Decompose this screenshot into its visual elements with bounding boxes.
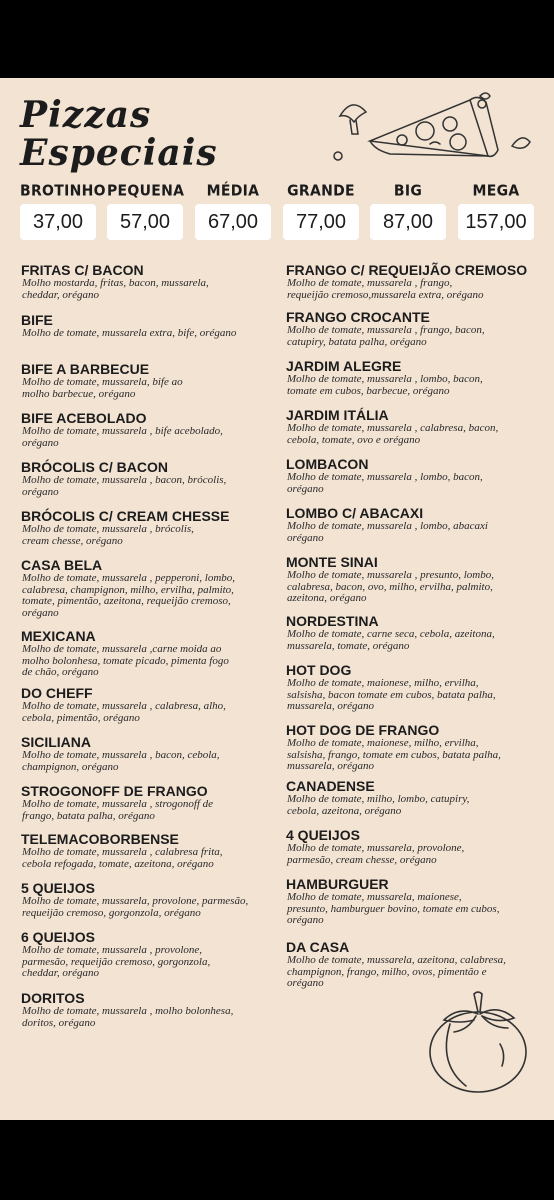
item-description-line: orégano [287, 914, 324, 926]
size-price: 57,00 [107, 204, 183, 240]
item-description-line: Molho de tomate, mussarela , presunto, lombo, [287, 569, 494, 581]
item-description-line: azeitona, orégano [287, 592, 367, 604]
menu-item [21, 685, 281, 724]
item-description-line: Molho de tomate, mussarela , pepperoni, lombo, [22, 572, 236, 584]
item-description-line: Molho de tomate, mussarela , calabresa frita, [22, 846, 223, 858]
menu-item [21, 990, 281, 1029]
item-name: TELEMACOBORBENSE [21, 831, 179, 847]
item-description-line: de chão, orégano [22, 666, 99, 678]
menu-item [21, 312, 281, 340]
size-label: MEGA [472, 182, 520, 200]
item-description-line: cheddar, orégano [22, 967, 99, 979]
menu-item [286, 407, 546, 446]
item-description-line: Molho de tomate, milho, lombo, catupiry, [287, 793, 470, 805]
size-price: 37,00 [20, 204, 96, 240]
title-line-1: Pizzas [20, 94, 152, 136]
size-label: BROTINHO [20, 182, 106, 200]
item-description-line: mussarela, tomate, orégano [287, 639, 410, 652]
item-description-line: champignon, orégano [22, 760, 119, 773]
size-label: MÉDIA [206, 182, 260, 200]
item-description-line: cream chesse, orégano [22, 534, 123, 547]
size-media [195, 183, 271, 240]
item-description-line: cebola, tomate, ovo e orégano [287, 433, 421, 446]
item-name: HAMBURGUER [286, 876, 389, 892]
item-description-line: molho barbecue, orégano [22, 387, 136, 400]
item-description-line: Molho de tomate, carne seca, cebola, azeitona, [287, 628, 495, 640]
menu-item [286, 876, 546, 927]
size-price: 77,00 [283, 204, 359, 240]
menu-title [20, 96, 218, 172]
item-name: FRITAS C/ BACON [21, 262, 144, 278]
item-description-line: Molho de tomate, mussarela , brócolis, [22, 523, 194, 535]
item-description-line: orégano [22, 485, 59, 498]
item-description-line: salsisha, frango, tomate em cubos, batata palha, [287, 748, 501, 761]
item-description-line: Molho de tomate, mussarela , bacon, brócolis, [22, 474, 227, 486]
menu-item [21, 880, 281, 919]
menu-item [21, 361, 281, 400]
title-line-2: Especiais [20, 132, 218, 174]
item-description-line: molho bolonhesa, tomate picado, pimenta fogo [22, 654, 229, 667]
item-description-line: cebola, azeitona, orégano [287, 804, 402, 817]
item-description-line: orégano [22, 606, 59, 619]
item-description-line: frango, batata palha, orégano [22, 809, 155, 822]
item-description-line: parmesão, cream chesse, orégano [287, 853, 437, 866]
size-pequena [107, 183, 183, 240]
item-description-line: Molho de tomate, mussarela, azeitona, calabresa, [287, 954, 506, 966]
menu-item [286, 939, 546, 990]
item-name: BIFE ACEBOLADO [21, 410, 147, 426]
item-description-line: orégano [287, 482, 324, 495]
menu-item [286, 662, 546, 713]
item-description-line: orégano [287, 977, 324, 989]
item-name: DA CASA [286, 939, 350, 955]
item-description-line: requeijão cremoso, gorgonzola, orégano [22, 906, 201, 919]
item-name: FRANGO CROCANTE [286, 309, 430, 325]
tomato-sketch-icon [420, 984, 530, 1096]
item-description-line: Molho de tomate, mussarela, provolone, [287, 842, 465, 854]
menu-item [21, 410, 281, 449]
size-label: PEQUENA [107, 182, 185, 200]
item-description-line: Molho de tomate, mussarela , bife acebolado, [22, 425, 223, 437]
item-name: LOMBO C/ ABACAXI [286, 505, 424, 521]
size-price: 87,00 [370, 204, 446, 240]
item-name: JARDIM ITÁLIA [286, 407, 389, 423]
item-description-line: cebola refogada, tomate, azeitona, orégano [22, 857, 214, 870]
menu-item [286, 827, 546, 866]
item-description-line: Molho de tomate, mussarela , calabresa, alho, [22, 700, 226, 712]
item-description-line: mussarela, orégano [287, 700, 374, 712]
item-name: DORITOS [21, 990, 85, 1006]
item-description-line: Molho de tomate, mussarela extra, bife, orégano [22, 327, 237, 339]
item-description-line: parmesão, requeijão cremoso, gorgonzola, [22, 955, 211, 968]
item-name: CASA BELA [21, 557, 103, 573]
item-description-line: Molho de tomate, mussarela , strogonoff de [22, 798, 214, 810]
item-name: BRÓCOLIS C/ CREAM CHESSE [21, 508, 230, 524]
item-description-line: Molho de tomate, mussarela, maionese, [287, 891, 462, 903]
item-description-line: Molho de tomate, mussarela , molho bolonhesa, [22, 1005, 234, 1017]
menu-item [21, 831, 281, 870]
item-description-line: orégano [22, 436, 59, 449]
menu-item [21, 929, 281, 980]
item-description-line: Molho de tomate, maionese, milho, ervilha, [287, 677, 479, 689]
item-description-line: orégano [287, 531, 324, 544]
item-name: 5 QUEIJOS [21, 880, 95, 896]
item-name: BIFE A BARBECUE [21, 361, 150, 377]
size-label: BIG [393, 182, 423, 200]
item-name: HOT DOG [286, 662, 352, 678]
menu-item [21, 557, 281, 619]
item-name: FRANGO C/ REQUEIJÃO CREMOSO [286, 262, 528, 278]
size-label: GRANDE [287, 182, 355, 200]
menu-item [286, 722, 546, 773]
menu-item [286, 505, 546, 544]
item-name: STROGONOFF DE FRANGO [21, 783, 208, 799]
item-name: CANADENSE [286, 778, 375, 794]
menu-item [21, 459, 281, 498]
menu-item [21, 508, 281, 547]
item-name: SICILIANA [21, 734, 91, 750]
size-price: 157,00 [458, 204, 534, 240]
item-description-line: requeijão cremoso,mussarela extra, orégano [287, 288, 484, 301]
item-description-line: Molho de tomate, mussarela , lombo, bacon, [287, 373, 483, 385]
item-description-line: mussarela, orégano [287, 760, 374, 772]
item-name: JARDIM ALEGRE [286, 358, 402, 374]
item-name: DO CHEFF [21, 685, 93, 701]
size-grande [283, 183, 359, 240]
item-description-line: Molho de tomate, mussarela, bife ao [22, 376, 183, 388]
item-name: MEXICANA [21, 628, 96, 644]
item-description-line: Molho de tomate, mussarela , calabresa, bacon, [287, 422, 499, 434]
menu-item [286, 309, 546, 348]
item-name: BRÓCOLIS C/ BACON [21, 459, 168, 475]
item-name: HOT DOG DE FRANGO [286, 722, 440, 738]
item-description-line: catupiry, batata palha, orégano [287, 335, 427, 348]
menu-item [21, 734, 281, 773]
item-description-line: Molho de tomate, mussarela , frango, [287, 277, 453, 289]
menu-item [21, 628, 281, 679]
menu-item [286, 554, 546, 605]
item-description-line: calabresa, bacon, ovo, milho, ervilha, palmito, [287, 580, 493, 593]
item-description-line: Molho de tomate, mussarela, provolone, parmesão, [22, 895, 249, 907]
item-description-line: cebola, pimentão, orégano [22, 711, 140, 724]
size-big [370, 183, 446, 240]
item-description-line: Molho de tomate, mussarela , bacon, cebola, [22, 749, 220, 761]
item-description-line: Molho de tomate, mussarela ,carne moida ao [22, 643, 222, 655]
item-name: 4 QUEIJOS [286, 827, 360, 843]
item-description-line: doritos, orégano [22, 1016, 96, 1029]
size-mega [458, 183, 534, 240]
item-description-line: tomate em cubos, barbecue, orégano [287, 384, 450, 397]
menu-item [21, 783, 281, 822]
item-description-line: cheddar, orégano [22, 288, 99, 301]
item-description-line: presunto, hamburguer bovino, tomate em cubos, [287, 902, 500, 915]
size-brotinho [20, 182, 106, 240]
menu-item [286, 778, 546, 817]
menu-item [286, 456, 546, 495]
item-name: BIFE [21, 312, 53, 328]
menu-item [286, 358, 546, 397]
item-description-line: calabresa, champignon, milho, ervilha, palmito, [22, 583, 234, 596]
item-name: LOMBACON [286, 456, 369, 472]
item-description-line: Molho de tomate, mussarela , lombo, bacon, [287, 471, 483, 483]
size-price-row [20, 183, 534, 241]
size-price: 67,00 [195, 204, 271, 240]
item-description-line: tomate, pimentão, azeitona, requeijão cremoso, [22, 595, 231, 607]
item-description-line: champignon, frango, milho, ovos, pimentão e [287, 965, 487, 978]
pizza-slice-sketch-icon [330, 86, 540, 178]
item-name: 6 QUEIJOS [21, 929, 95, 945]
item-description-line: Molho de tomate, mussarela , frango, bacon, [287, 324, 485, 336]
item-name: NORDESTINA [286, 613, 379, 629]
menu-page [0, 78, 554, 1120]
item-description-line: Molho de tomate, mussarela , provolone, [22, 944, 203, 956]
item-description-line: Molho de tomate, mussarela , lombo, abacaxi [287, 520, 488, 532]
menu-item [286, 262, 546, 301]
menu-item [286, 613, 546, 652]
item-name: MONTE SINAI [286, 554, 378, 570]
item-description-line: salsisha, bacon tomate em cubos, batata palha, [287, 688, 496, 701]
item-description-line: Molho mostarda, fritas, bacon, mussarela, [22, 277, 209, 289]
menu-item [21, 262, 281, 301]
item-description-line: Molho de tomate, maionese, milho, ervilha, [287, 737, 479, 749]
